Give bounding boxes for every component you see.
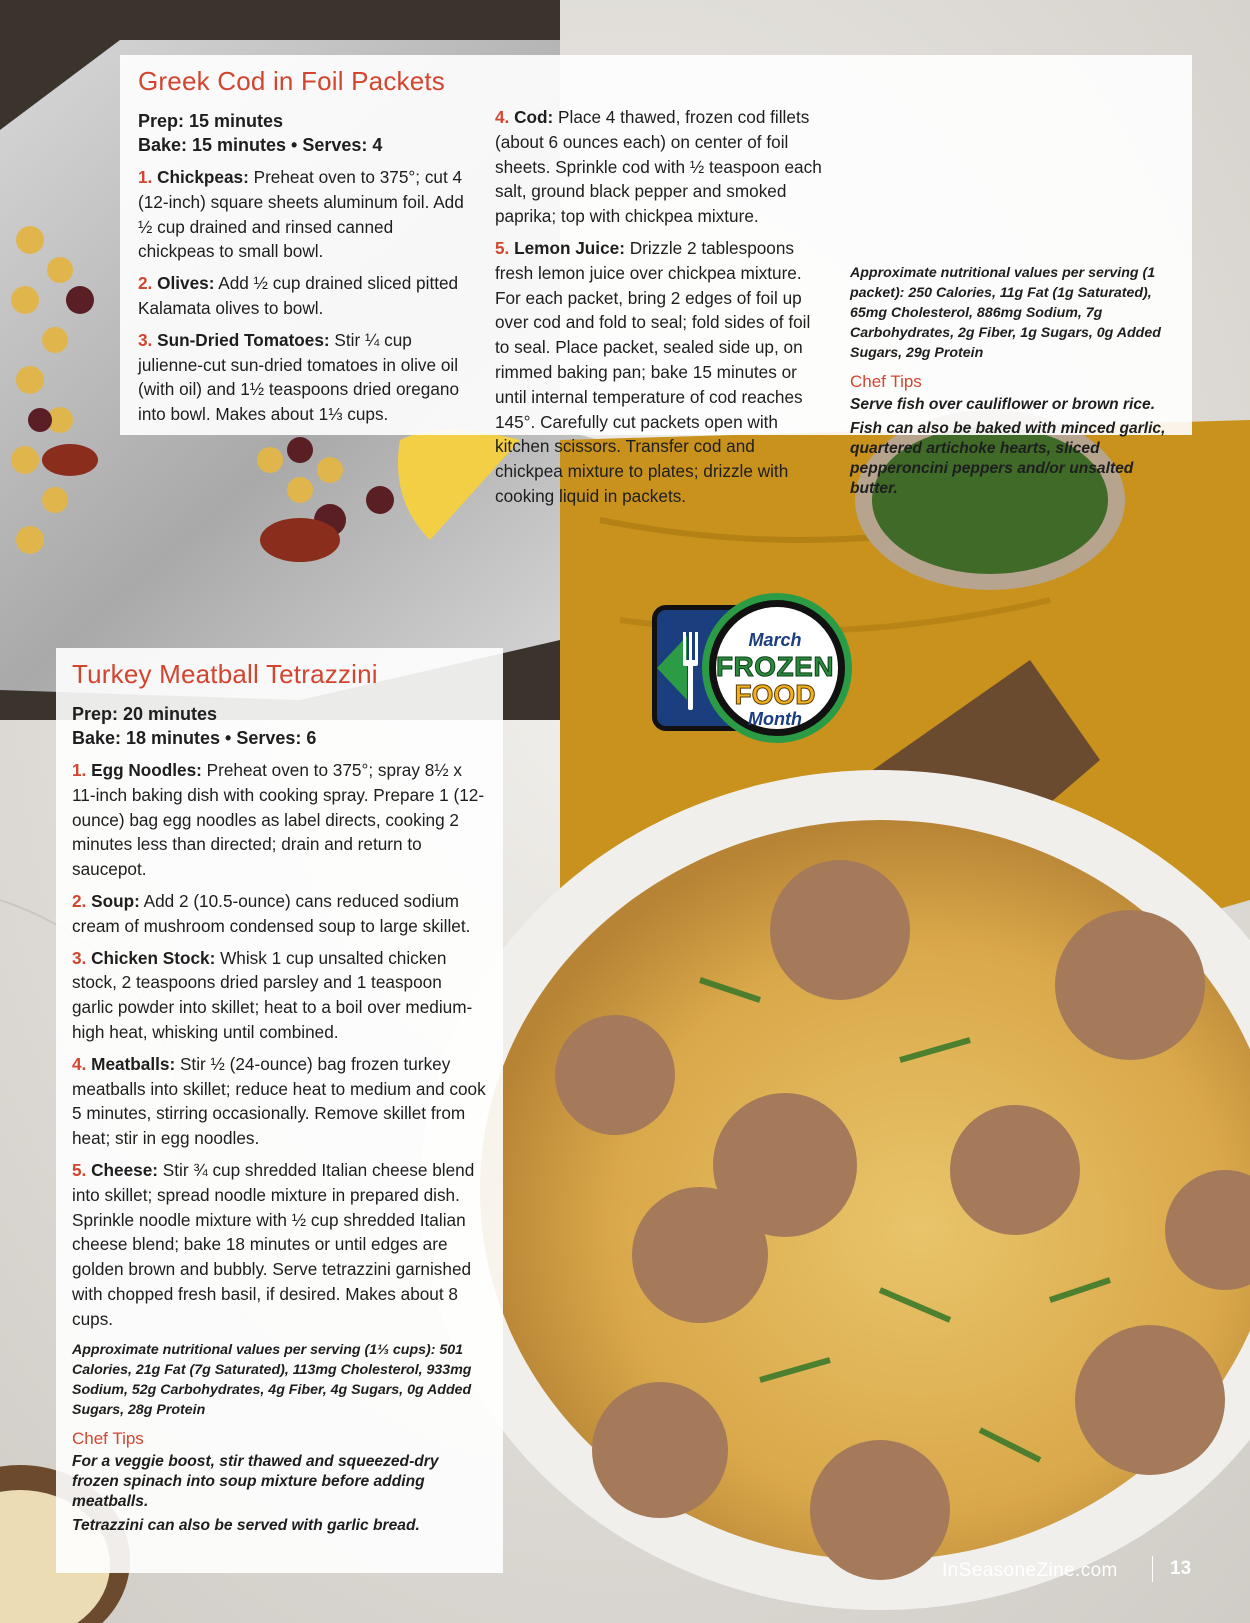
recipe2-step-4: 4. Meatballs: Stir ½ (24-ounce) bag frozen turkey meatballs into skillet; reduce heat to medium and cook 5 minutes, stirring occasionally. Remove skillet from heat; stir in egg noodles.	[72, 1053, 486, 1149]
badge-text-food: FOOD	[734, 679, 816, 710]
recipe-card-turkey-tetrazzini	[56, 648, 503, 1573]
recipe2-meta	[72, 702, 487, 750]
recipe1-prep: Prep: 15 minutes	[138, 111, 284, 131]
recipe2-nutrition: Approximate nutritional values per serving (1⅓ cups): 501 Calories, 21g Fat (7g Saturated), 113mg Cholesterol, 933mg Sodium, 52g Carbohydrates, 4g Fiber, 4g Sugars, 0g Added Sugars, 28g Protein	[72, 1341, 472, 1418]
recipe1-step-3: 3. Sun-Dried Tomatoes: Stir ¼ cup julienne-cut sun-dried tomatoes in olive oil (with oil) and 1½ teaspoons dried oregano into bowl. Makes about 1⅓ cups.	[138, 329, 460, 425]
recipe2-step-1: 1. Egg Noodles: Preheat oven to 375°; spray 8½ x 11-inch baking dish with cooking spray. Prepare 1 (12-ounce) bag egg noodles as label directs, cooking 2 minutes less than directed; drain and return to saucepot.	[72, 760, 485, 880]
recipe1-column-3	[850, 255, 1185, 503]
recipe2-title: Turkey Meatball Tetrazzini	[72, 659, 378, 689]
recipe1-tip-2: Fish can also be baked with minced garlic, quartered artichoke hearts, sliced pepperoncini peppers and/or unsalted butter.	[850, 420, 1166, 497]
footer-website[interactable]: InSeasoneZine.com	[942, 1560, 1118, 1581]
recipe2-step-2: 2. Soup: Add 2 (10.5-ounce) cans reduced sodium cream of mushroom condensed soup to large skillet.	[72, 890, 471, 936]
recipe1-column-1	[138, 65, 468, 434]
recipe2-bake: Bake: 18 minutes • Serves: 6	[72, 728, 317, 748]
recipe1-tip-1: Serve fish over cauliflower or brown rice.	[850, 396, 1156, 413]
recipe1-meta	[138, 109, 468, 157]
footer-divider	[1152, 1556, 1153, 1582]
frozen-food-month-badge	[652, 595, 858, 741]
recipe2-step-5: 5. Cheese: Stir ¾ cup shredded Italian cheese blend into skillet; spread noodle mixture in prepared dish. Sprinkle noodle mixture with ½ cup shredded Italian cheese blend; bake 18 minutes or until edges are golden brown and bubbly. Serve tetrazzini garnished with chopped fresh basil, if desired. Makes about 8 cups.	[72, 1159, 475, 1329]
recipe1-chef-tips-heading: Chef Tips	[850, 372, 922, 391]
recipe1-step-4: 4. Cod: Place 4 thawed, frozen cod fillets (about 6 ounces each) on center of foil sheets. Sprinkle cod with ½ teaspoon each salt, ground black pepper and smoked paprika; top with chickpea mixture.	[495, 107, 822, 227]
page-number: 13	[1170, 1558, 1192, 1579]
recipe1-bake: Bake: 15 minutes • Serves: 4	[138, 135, 383, 155]
recipe1-step-1: 1. Chickpeas: Preheat oven to 375°; cut 4 (12-inch) square sheets aluminum foil. Add ½ cup drained and rinsed canned chickpeas to small bowl.	[138, 167, 464, 262]
recipe2-prep: Prep: 20 minutes	[72, 704, 218, 724]
recipe2-tip-2: Tetrazzini can also be served with garlic bread.	[72, 1516, 420, 1534]
recipe1-title: Greek Cod in Foil Packets	[138, 66, 446, 96]
recipe2-step-3: 3. Chicken Stock: Whisk 1 cup unsalted chicken stock, 2 teaspoons dried parsley and 1 teaspoon garlic powder into skillet; heat to a boil over medium-high heat, whisking until combined.	[72, 947, 473, 1042]
badge-text-frozen: FROZEN	[715, 651, 835, 682]
recipe2-chef-tips-heading: Chef Tips	[72, 1428, 144, 1448]
recipe1-step-2: 2. Olives: Add ½ cup drained sliced pitted Kalamata olives to bowl.	[138, 273, 459, 318]
recipe-card-greek-cod	[120, 55, 1192, 506]
badge-text-march: March	[748, 630, 802, 650]
recipe1-column-2	[495, 105, 825, 516]
recipe1-step-5: 5. Lemon Juice: Drizzle 2 tablespoons fresh lemon juice over chickpea mixture. For each packet, bring 2 edges of foil up over cod and fold to seal; fold sides of foil to seal. Place packet, sealed side up, on rimmed baking pan; bake 15 minutes or until internal temperature of cod reaches 145°. Carefully cut packets open with kitchen scissors. Transfer cod and chickpea mixture to plates; drizzle with cooking liquid in packets.	[495, 237, 811, 506]
recipe2-tip-1: For a veggie boost, stir thawed and squeezed-dry frozen spinach into soup mixture before adding meatballs.	[72, 1452, 439, 1510]
recipe1-nutrition: Approximate nutritional values per serving (1 packet): 250 Calories, 11g Fat (1g Saturated), 65mg Cholesterol, 886mg Sodium, 7g Carbohydrates, 2g Fiber, 1g Sugars, 0g Added Sugars, 29g Protein	[850, 265, 1161, 361]
badge-text-month: Month	[748, 709, 802, 729]
